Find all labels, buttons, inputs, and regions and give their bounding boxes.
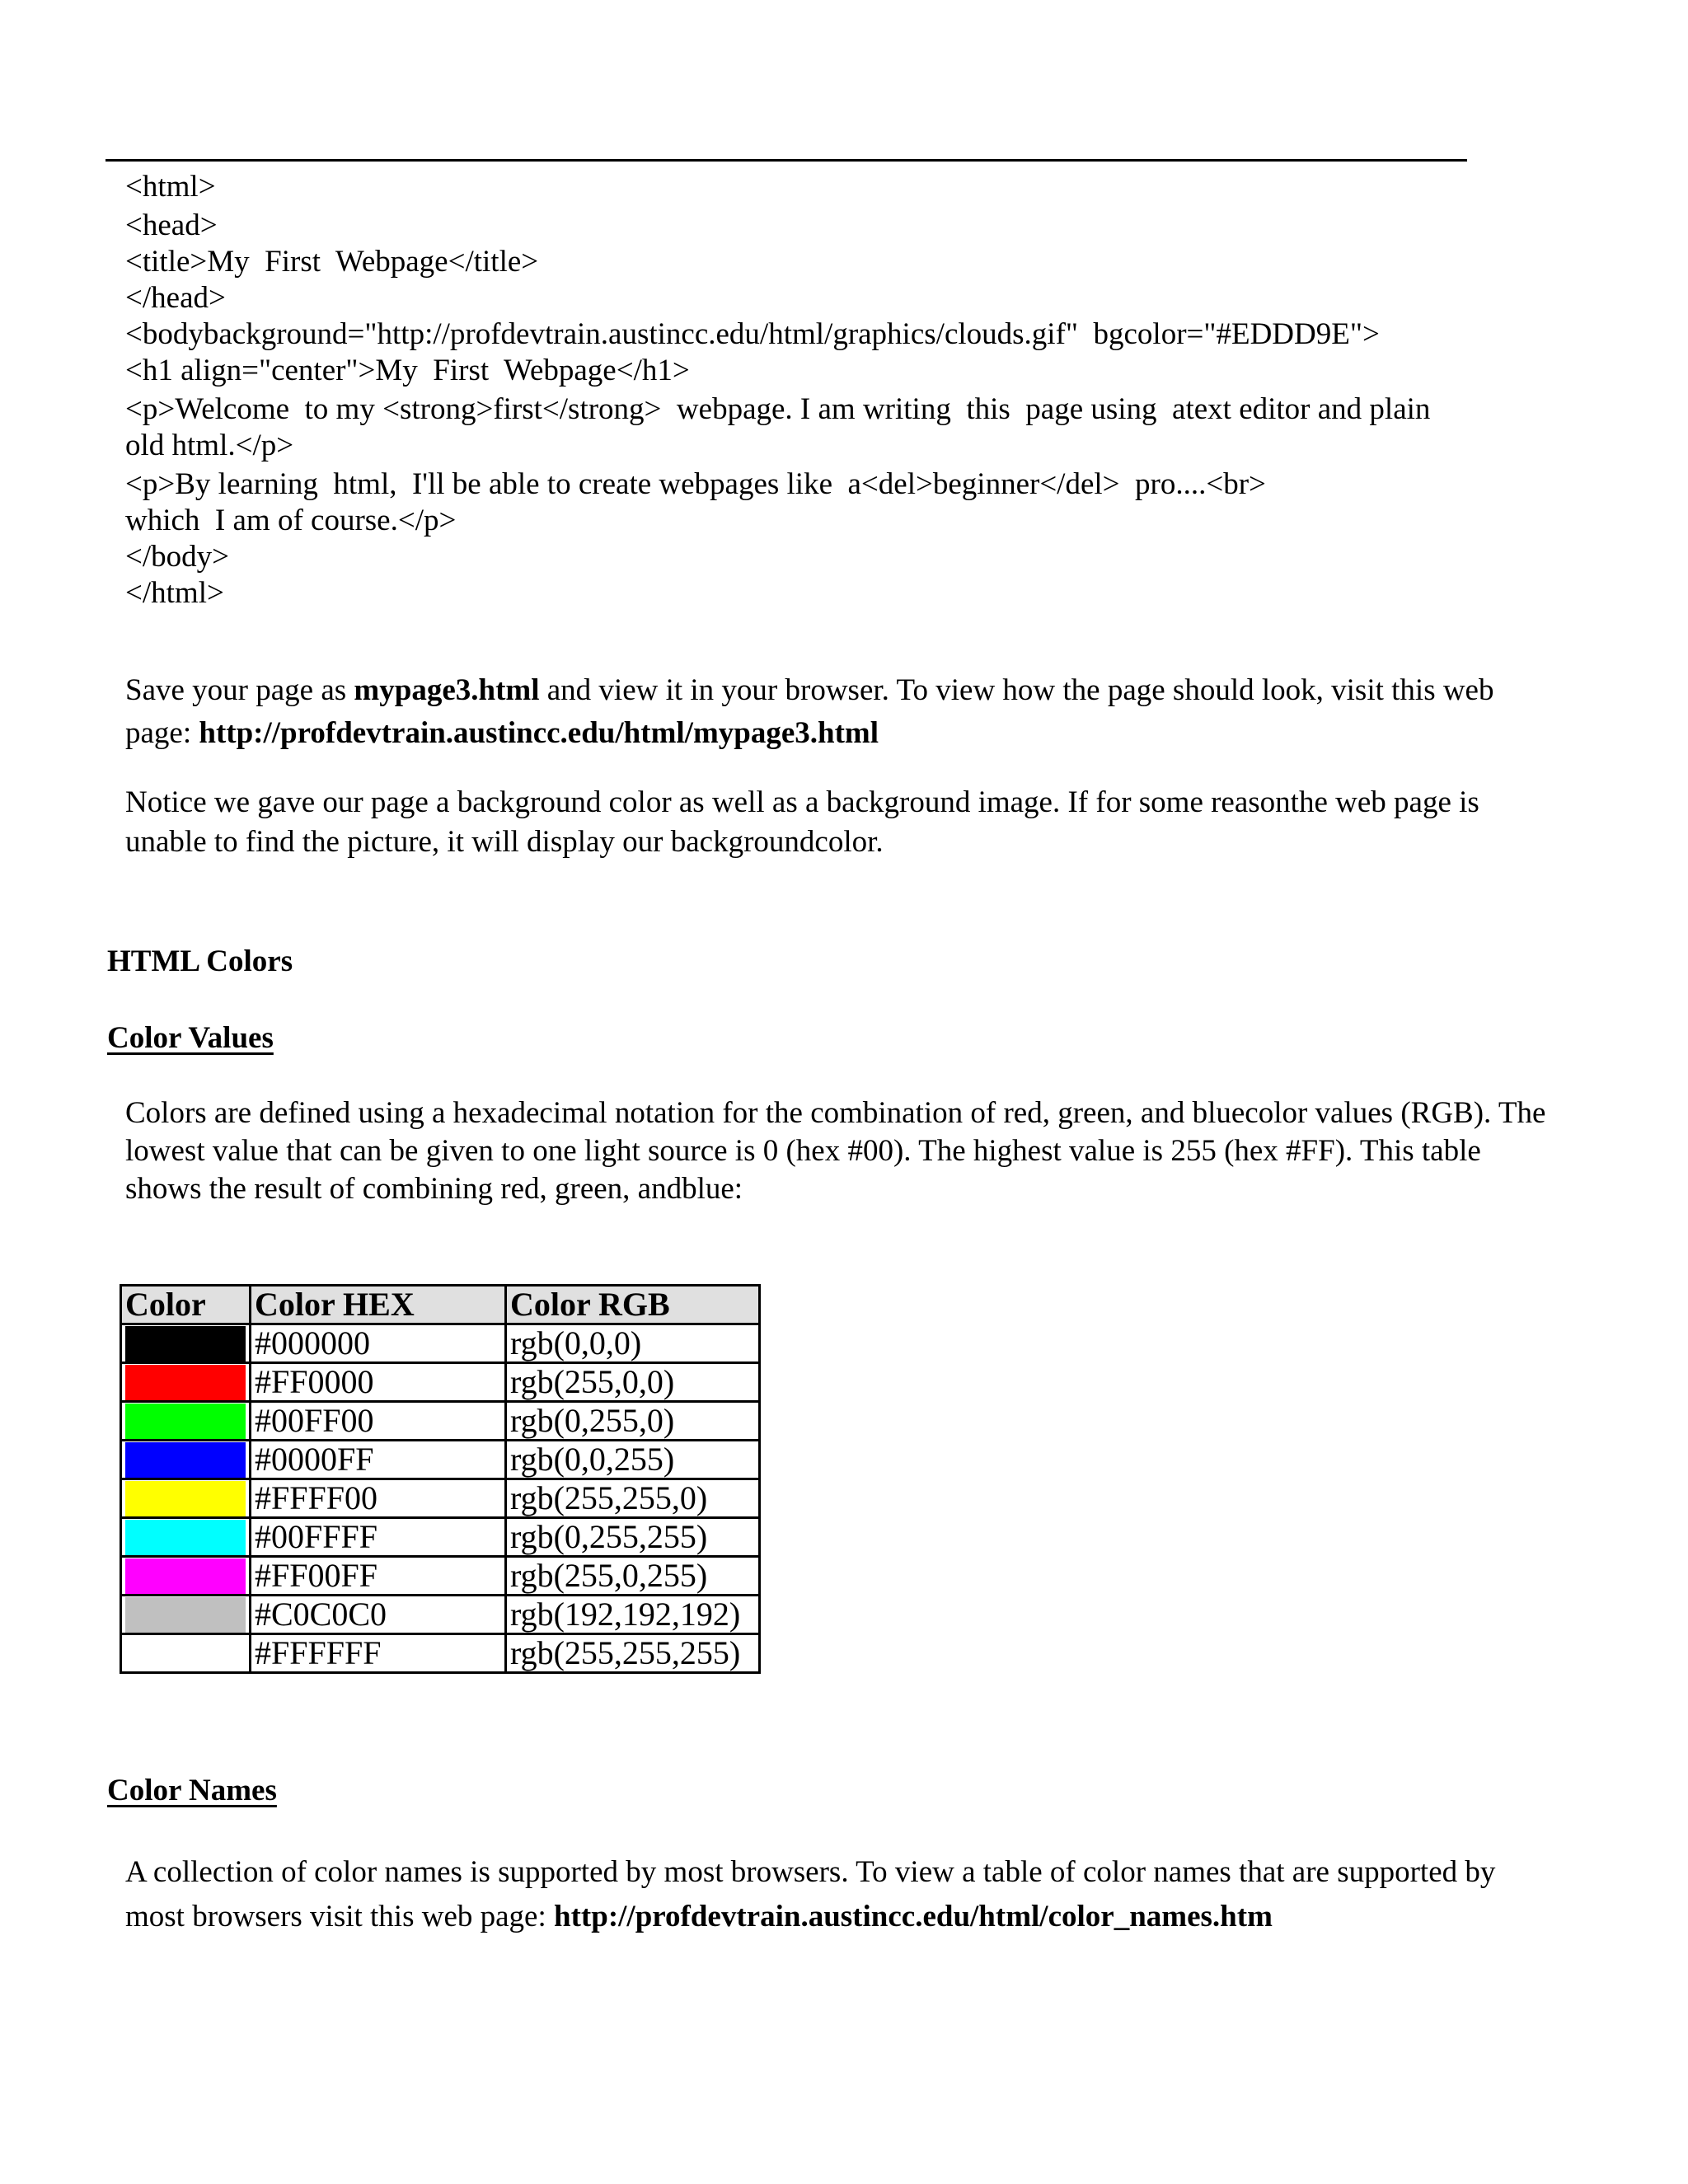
color-swatch [125, 1636, 246, 1671]
swatch-cell [121, 1324, 251, 1363]
hex-cell: #FFFFFF [251, 1634, 506, 1673]
swatch-cell [121, 1402, 251, 1441]
hex-cell: #FF00FF [251, 1557, 506, 1596]
table-header-row [121, 1286, 760, 1324]
save-text: Save your page as [125, 673, 354, 707]
rgb-cell: rgb(0,255,255) [506, 1518, 760, 1557]
code-line: <h1 align="center">My First Webpage</h1> [125, 354, 690, 387]
code-line: <bodybackground="http://profdevtrain.austincc.edu/html/graphics/clouds.gif" bgcolor="#EDDD9E"> [125, 317, 1380, 351]
color-swatch [125, 1481, 246, 1516]
swatch-cell [121, 1518, 251, 1557]
hex-cell: #FFFF00 [251, 1479, 506, 1518]
hex-cell: #C0C0C0 [251, 1596, 506, 1634]
code-block [125, 169, 1526, 612]
code-line: </head> [125, 281, 226, 315]
rgb-cell: rgb(0,255,0) [506, 1402, 760, 1441]
mypage3-link[interactable]: http://profdevtrain.austincc.edu/html/mypage3.html [199, 716, 879, 750]
hex-cell: #000000 [251, 1324, 506, 1363]
table-row [121, 1596, 760, 1634]
hex-cell: #FF0000 [251, 1363, 506, 1402]
filename-emphasis: mypage3.html [354, 673, 540, 707]
header-color: Color [121, 1286, 251, 1324]
code-line: <p>Welcome to my <strong>first</strong> webpage. I am writing this page using atext editor and plain [125, 392, 1431, 426]
notice-paragraph: Notice we gave our page a background color as well as a background image. If for some reasonthe web page is unable to find the picture, it will display our backgroundcolor. [125, 785, 1479, 859]
rgb-cell: rgb(0,0,0) [506, 1324, 760, 1363]
table-row [121, 1402, 760, 1441]
color-values-paragraph: Colors are defined using a hexadecimal notation for the combination of red, green, and bluecolor values (RGB). The lowest value that can be given to one light source is 0 (hex #00). The highest value is 255 (hex #FF). This table shows the result of combining red, green, andblue: [125, 1096, 1546, 1206]
header-rgb: Color RGB [506, 1286, 760, 1324]
code-line: <title>My First Webpage</title> [125, 245, 539, 279]
code-line: which I am of course.</p> [125, 504, 457, 537]
code-line: </body> [125, 540, 230, 574]
rgb-cell: rgb(0,0,255) [506, 1441, 760, 1479]
code-line: <p>By learning html, I'll be able to create webpages like a<del>beginner</del> pro....<br> [125, 467, 1266, 501]
color-swatch [125, 1558, 246, 1594]
swatch-cell [121, 1441, 251, 1479]
table-row [121, 1363, 760, 1402]
code-line: <html> [125, 170, 216, 204]
color-swatch [125, 1326, 246, 1361]
swatch-cell [121, 1596, 251, 1634]
swatch-cell [121, 1634, 251, 1673]
color-values-heading: Color Values [107, 1021, 274, 1055]
table-row [121, 1634, 760, 1673]
hex-cell: #00FFFF [251, 1518, 506, 1557]
code-line: old html.</p> [125, 429, 294, 462]
hex-cell: #0000FF [251, 1441, 506, 1479]
color-swatch [125, 1404, 246, 1439]
table-row [121, 1557, 760, 1596]
color-names-heading: Color Names [107, 1774, 277, 1807]
code-line: <head> [125, 209, 218, 242]
color-names-paragraph [125, 1850, 1551, 1939]
color-swatch [125, 1520, 246, 1555]
table-row [121, 1441, 760, 1479]
table-row [121, 1324, 760, 1363]
color-names-link[interactable]: http://profdevtrain.austincc.edu/html/color_names.htm [554, 1900, 1273, 1933]
header-hex: Color HEX [251, 1286, 506, 1324]
save-paragraph [125, 669, 1551, 755]
table-row [121, 1518, 760, 1557]
swatch-cell [121, 1363, 251, 1402]
color-table [120, 1284, 761, 1674]
save-text-cont: and view it in your browser. To view how the page should look, visit this web page: [125, 673, 1494, 750]
rgb-cell: rgb(192,192,192) [506, 1596, 760, 1634]
top-rule [106, 159, 1467, 162]
color-swatch [125, 1442, 246, 1478]
html-colors-heading: HTML Colors [107, 944, 293, 978]
rgb-cell: rgb(255,255,0) [506, 1479, 760, 1518]
hex-cell: #00FF00 [251, 1402, 506, 1441]
rgb-cell: rgb(255,0,255) [506, 1557, 760, 1596]
color-swatch [125, 1597, 246, 1633]
names-text: A collection of color names is supported by most browsers. To view a table of color names that are supported by most browsers visit this web page: [125, 1855, 1496, 1933]
swatch-cell [121, 1479, 251, 1518]
swatch-cell [121, 1557, 251, 1596]
code-line: </html> [125, 576, 224, 610]
color-swatch [125, 1365, 246, 1400]
table-row [121, 1479, 760, 1518]
rgb-cell: rgb(255,0,0) [506, 1363, 760, 1402]
rgb-cell: rgb(255,255,255) [506, 1634, 760, 1673]
